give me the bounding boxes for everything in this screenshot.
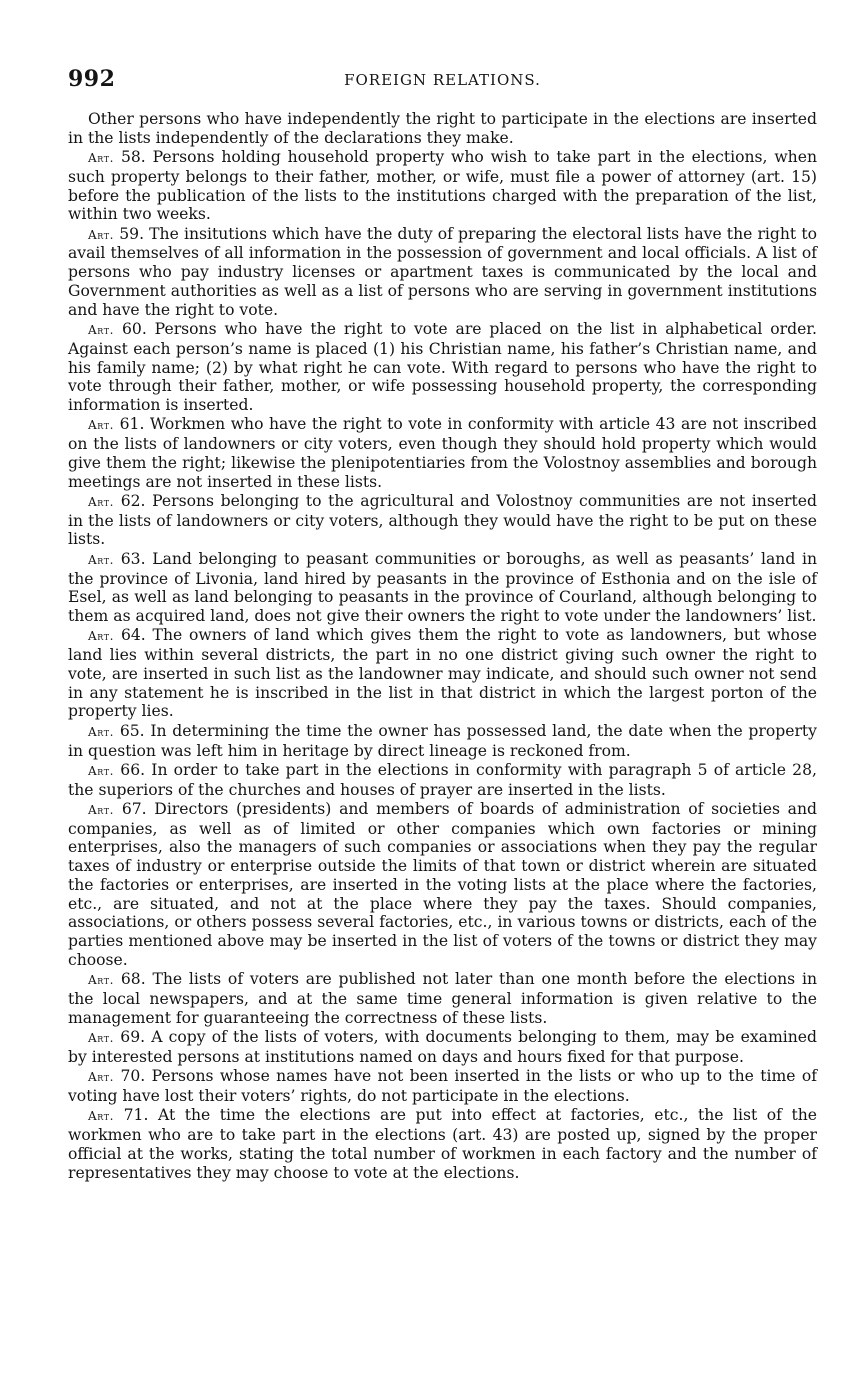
paragraph-art-59 bbox=[68, 225, 817, 320]
paragraph-text: 61. Workmen who have the right to vote in conformity with article 43 are not inscribed on the lists of landowners or city voters, even though they should hold property which would give them the right; likewise the plenipotentiaries from the Volostnoy assemblies and borough meetings are not inserted in these lists. bbox=[68, 415, 817, 491]
paragraph-art-71 bbox=[68, 1106, 817, 1182]
paragraph-art-61 bbox=[68, 415, 817, 491]
article-label: Art. bbox=[88, 763, 115, 778]
paragraph-text: 68. The lists of voters are published not later than one month before the elections in the local newspapers, and at the same time general information is given relative to the management for guaranteeing the correctness of these lists. bbox=[68, 970, 817, 1027]
article-label: Art. bbox=[88, 973, 115, 988]
paragraph-art-58 bbox=[68, 148, 817, 224]
paragraph-text: 67. Directors (presidents) and members of boards of administration of societies and companies, as well as of limited or other companies which own factories or mining enterprises, also the managers of such companies or associations when they pay the regular taxes of industry or enterprise outside the limits of that town or district wherein are situated the factories or enterprises, are inserted in the voting lists at the place where the factories, etc., are situated, and not at the place where they pay the taxes. Should companies, associations, or others possess several factories, etc., in various towns or districts, each of the parties mentioned above may be inserted in the list of voters of the towns or district they may choose. bbox=[68, 799, 817, 969]
paragraph-art-68 bbox=[68, 970, 817, 1027]
paragraph-text: 63. Land belonging to peasant communities or boroughs, as well as peasants’ land in the province of Livonia, land hired by peasants in the province of Esthonia and on the isle of Esel, as well as land belonging to peasants in the province of Courland, although belonging to them as acquired land, does not give their owners the right to vote under the landowners’ list. bbox=[68, 549, 817, 626]
paragraph-text: 58. Persons holding household property who wish to take part in the elections, when such property belongs to their father, mother, or wife, must file a power of attorney (art. 15) before the publication of the lists to the institutions charged with the preparation of the list, within two weeks. bbox=[68, 148, 817, 224]
paragraph-art-66 bbox=[68, 761, 817, 800]
article-label: Art. bbox=[88, 629, 115, 644]
paragraph-text: 60. Persons who have the right to vote are placed on the list in alphabetical order. Against each person’s name is placed (1) his Christian name, his father’s Christian name, and his family name; (2) by what right he can vote. With regard to persons who have the right to vote through their father, mother, or wife possessing household property, the corresponding information is inserted. bbox=[68, 320, 817, 415]
paragraph-art-67 bbox=[68, 800, 817, 970]
paragraph-art-63 bbox=[68, 550, 817, 626]
paragraph-text: 71. At the time the elections are put into effect at factories, etc., the list of the workmen who are to take part in the elections (art. 43) are posted up, signed by the proper official at the works, stating the total number of workmen in each factory and the number of representatives they may choose to vote at the elections. bbox=[68, 1106, 817, 1182]
article-label: Art. bbox=[88, 724, 115, 739]
paragraph-text: 64. The owners of land which gives them the right to vote as landowners, but whose land lies within several districts, the part in no one district giving such owner the right to vote, are inserted in such list as the landowner may indicate, and should such owner not send in any statement he is inscribed in the list in that district in which the largest porton of the property lies. bbox=[68, 626, 817, 721]
paragraph-text: 70. Persons whose names have not been inserted in the lists or who up to the time of voting have lost their voters’ rights, do not participate in the elections. bbox=[68, 1067, 817, 1105]
paragraph-text: 65. In determining the time the owner has possessed land, the date when the property in question was left him in heritage by direct lineage is reckoned from. bbox=[68, 721, 817, 760]
article-label: Art. bbox=[88, 323, 115, 338]
page-number: 992 bbox=[68, 66, 116, 92]
paragraph-continuation bbox=[68, 110, 817, 148]
paragraph-art-65 bbox=[68, 722, 817, 761]
paragraph-art-69 bbox=[68, 1028, 817, 1067]
article-label: Art. bbox=[88, 1031, 115, 1046]
paragraph-art-70 bbox=[68, 1067, 817, 1106]
paragraph-text: 59. The insitutions which have the duty of preparing the electoral lists have the right to avail themselves of all information in the possession of government and local officials. A list of persons who pay industry licenses or apartment taxes is communicated by the local and Government authorities as well as a list of persons who are serving in government institutions and have the right to vote. bbox=[68, 224, 817, 319]
article-label: Art. bbox=[88, 418, 115, 433]
article-label: Art. bbox=[88, 1070, 115, 1085]
paragraph-text: 62. Persons belonging to the agricultural and Volostnoy communities are not inserted in the lists of landowners or city voters, although they would have the right to be put on these lists. bbox=[68, 491, 817, 549]
article-label: Art. bbox=[88, 227, 115, 242]
paragraph-art-62 bbox=[68, 492, 817, 549]
paragraph-text: Other persons who have independently the right to participate in the elections are inserted in the lists independently of the declarations they make. bbox=[68, 110, 817, 147]
article-label: Art. bbox=[88, 552, 115, 567]
article-label: Art. bbox=[88, 802, 115, 817]
body-text bbox=[68, 110, 817, 1182]
article-label: Art. bbox=[88, 1109, 115, 1124]
article-label: Art. bbox=[88, 494, 115, 509]
paragraph-art-64 bbox=[68, 626, 817, 721]
paragraph-text: 66. In order to take part in the elections in conformity with paragraph 5 of article 28, the superiors of the churches and houses of prayer are inserted in the lists. bbox=[68, 760, 817, 799]
running-head: FOREIGN RELATIONS. bbox=[344, 71, 541, 89]
page-header bbox=[68, 66, 817, 94]
article-label: Art. bbox=[88, 151, 115, 166]
paragraph-art-60 bbox=[68, 320, 817, 415]
paragraph-text: 69. A copy of the lists of voters, with documents belonging to them, may be examined by interested persons at institutions named on days and hours fixed for that purpose. bbox=[68, 1028, 817, 1066]
